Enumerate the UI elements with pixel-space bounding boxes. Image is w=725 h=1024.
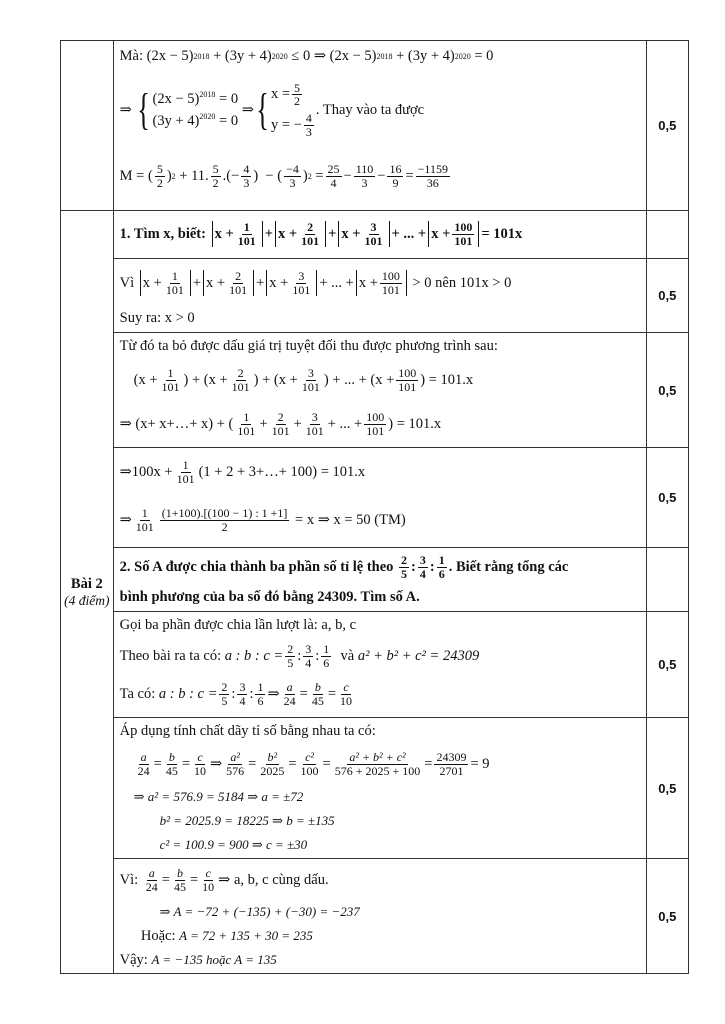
num: 16 <box>389 161 402 176</box>
num: a <box>140 749 147 764</box>
num: 100 <box>398 365 417 380</box>
num: b <box>168 749 175 764</box>
math: x = <box>270 86 291 103</box>
den: 10 <box>340 693 352 708</box>
math: ) + (x + <box>183 371 228 388</box>
abs <box>266 270 317 296</box>
den: 101 <box>135 519 154 534</box>
exp: 2018 <box>199 90 216 100</box>
system-1 <box>135 85 239 134</box>
p2-goi <box>120 614 640 636</box>
den: 24 <box>145 879 158 894</box>
p2-header-2 <box>120 586 640 608</box>
exp: 2020 <box>199 112 216 121</box>
num: 2 <box>277 409 284 424</box>
num: a² <box>230 749 240 764</box>
math: c² = 100.9 = 900 ⇒ c = ±30 <box>159 837 308 852</box>
math: : <box>429 558 435 575</box>
text: Suy ra: x > 0 <box>119 309 195 326</box>
exp: 2020 <box>454 51 471 61</box>
text: . Biết rằng tổng các <box>448 558 569 575</box>
text: Vì: <box>119 871 139 888</box>
p1-100x <box>120 450 640 494</box>
math: x + <box>341 225 361 242</box>
abs <box>338 221 389 247</box>
math: ) + ... + (x + <box>323 371 395 388</box>
den: 101 <box>454 233 473 248</box>
num: 1 <box>171 268 178 283</box>
exp: 2018 <box>376 51 393 61</box>
text: Mà: <box>119 47 143 64</box>
den: 101 <box>364 233 383 248</box>
math: x + <box>358 274 378 291</box>
num: 1 <box>243 219 250 234</box>
p1-eq2 <box>120 403 640 445</box>
score-cell: 0,5 <box>646 41 688 211</box>
num: c <box>197 749 203 764</box>
score-cell: 0,5 <box>646 259 688 333</box>
label-cell-empty <box>61 41 114 211</box>
math: + <box>259 415 268 432</box>
score-cell-empty <box>646 548 688 612</box>
num: b² <box>267 749 278 764</box>
math: + ... + <box>391 225 427 242</box>
num: 3 <box>298 268 305 283</box>
num: 25 <box>327 161 340 176</box>
p1-step3-cell <box>113 448 646 548</box>
p2-A1 <box>120 901 640 923</box>
math: + <box>396 47 405 64</box>
math: = <box>161 871 170 888</box>
den: 3 <box>361 175 368 190</box>
den: 5 <box>401 566 408 581</box>
den: 101 <box>398 379 417 394</box>
text: bình phương của ba số đó bằng 24309. Tìm số A. <box>119 588 420 605</box>
score-cell: 0,5 <box>646 718 688 859</box>
num: 2 <box>401 552 408 567</box>
arrow: ⇒ <box>210 755 223 772</box>
p1-step2-cell <box>113 333 646 448</box>
num: 1 <box>141 505 148 520</box>
den: 45 <box>165 763 178 778</box>
math: (3y + 4) <box>224 47 272 64</box>
math: = <box>315 167 324 184</box>
math: > 0 nên 101x > 0 <box>412 274 512 291</box>
p1-vi-line <box>120 261 640 305</box>
math: = <box>322 755 331 772</box>
den: 101 <box>381 282 400 297</box>
num: 1 <box>257 679 264 694</box>
p2-step1-cell <box>113 612 646 718</box>
text: Từ đó ta bỏ được dấu giá trị tuyệt đối thu được phương trình sau: <box>119 337 498 354</box>
label-cell-bai2 <box>61 211 114 974</box>
math: ⇒100x + <box>119 463 173 480</box>
math: (2x − 5) <box>146 47 194 64</box>
p2-ratio <box>120 744 640 784</box>
p2-step2-cell <box>113 718 646 859</box>
text: 1. Tìm x, biết: <box>119 225 206 242</box>
den: 2 <box>294 94 301 109</box>
den: 576 + 2025 + 100 <box>334 763 421 778</box>
p1-step1-cell <box>113 259 646 333</box>
line-system <box>120 71 640 149</box>
math: x + <box>206 274 226 291</box>
math: x + <box>269 274 289 291</box>
num: 4 <box>243 161 250 176</box>
num: 3 <box>311 409 318 424</box>
text: và <box>340 647 355 664</box>
math: = <box>189 871 199 888</box>
den: 10 <box>202 879 215 894</box>
text: Vì <box>119 274 135 291</box>
math: a : b : c = <box>224 647 284 664</box>
math: (2x − 5) <box>329 47 377 64</box>
text: Theo bài ra ta có: <box>119 647 222 664</box>
score-cell: 0,5 <box>646 333 688 448</box>
math: M = <box>119 167 145 184</box>
math: = <box>248 755 257 772</box>
num: 5 <box>212 161 219 176</box>
num: c <box>205 865 211 880</box>
den: 101 <box>229 282 248 297</box>
text: 2. Số A được chia thành ba phần số tỉ lệ theo <box>119 558 394 575</box>
bai-title: Bài 2 <box>70 575 103 592</box>
num: a <box>286 679 293 694</box>
den: 24 <box>137 763 150 778</box>
num: 3 <box>305 641 312 656</box>
num: c² <box>305 749 315 764</box>
den: 101 <box>176 471 195 486</box>
num: 1 <box>438 552 445 567</box>
p2-la <box>120 786 640 808</box>
p1-eq1 <box>120 359 640 401</box>
p2-apdung <box>120 720 640 742</box>
den: 100 <box>300 763 319 778</box>
math: = 0 <box>474 47 494 64</box>
text: Ta có: <box>119 685 156 702</box>
score-cell-empty <box>646 211 688 259</box>
den: 45 <box>311 693 324 708</box>
den: 24 <box>283 693 296 708</box>
den: 101 <box>301 233 320 248</box>
num: 3 <box>370 219 377 234</box>
math: = <box>405 167 414 184</box>
den: 45 <box>173 879 186 894</box>
score-cell: 0,5 <box>646 612 688 718</box>
system-2 <box>254 82 316 138</box>
math: = <box>424 755 433 772</box>
math: = <box>327 685 336 702</box>
num: (1+100).[(100 − 1) : 1 +1] <box>161 505 288 520</box>
num: 2 <box>287 641 294 656</box>
num: 3 <box>419 552 426 567</box>
math: = 0 <box>219 91 239 107</box>
math: = 9 <box>470 755 490 772</box>
math: = 0 <box>219 112 239 129</box>
num: 110 <box>355 161 374 176</box>
abs <box>140 270 191 296</box>
math: ⇒ (x+ x+…+ x) + ( <box>119 415 234 432</box>
math: + ... + <box>327 415 363 432</box>
den: 5 <box>221 693 228 708</box>
num: a² + b² + c² <box>349 749 406 764</box>
exp: 2018 <box>193 51 210 61</box>
num: 2 <box>307 219 314 234</box>
math: = <box>181 755 191 772</box>
p2-vi <box>120 861 640 899</box>
p2-A3 <box>120 949 640 971</box>
num: a <box>148 865 155 880</box>
p1-tudo <box>120 335 640 357</box>
den: 101 <box>292 282 311 297</box>
math: = <box>299 685 308 702</box>
math: (2x − 5) <box>152 91 200 107</box>
num: b <box>176 865 183 880</box>
den: 9 <box>392 175 399 190</box>
num: 24309 <box>436 749 467 764</box>
text: Vậy: <box>119 951 148 968</box>
den: 101 <box>237 423 256 438</box>
p2-lb <box>120 810 640 832</box>
den: 2 <box>156 175 163 190</box>
abs <box>275 221 326 247</box>
math: x + <box>431 225 451 242</box>
math: (3y + 4) <box>152 112 200 129</box>
den: 4 <box>239 693 246 708</box>
math: ⇒ a² = 576.9 = 5184 ⇒ a = ±72 <box>133 789 304 804</box>
exp: 2 <box>171 171 176 181</box>
den: 101 <box>231 379 250 394</box>
num: 3 <box>239 679 246 694</box>
arrow: ⇒ <box>267 685 280 702</box>
den: 2 <box>212 175 219 190</box>
den: 101 <box>301 379 320 394</box>
den: 4 <box>305 655 312 670</box>
den: 3 <box>305 124 312 139</box>
content-cell-row0 <box>113 41 646 211</box>
exp: 2 <box>307 171 312 181</box>
den: 4 <box>330 175 337 190</box>
math: A = −135 hoặc A = 135 <box>151 952 277 967</box>
math: a² + b² + c² = 24309 <box>357 647 480 664</box>
den: 6 <box>257 693 264 708</box>
num: c <box>343 679 349 694</box>
den: 6 <box>438 566 445 581</box>
score-cell: 0,5 <box>646 859 688 974</box>
num: 3 <box>307 365 314 380</box>
math: (x + <box>133 371 158 388</box>
num: 1 <box>323 641 330 656</box>
arrow: ⇒ <box>119 511 132 528</box>
num: 100 <box>381 268 400 283</box>
num: 2 <box>221 679 228 694</box>
text: ⇒ a, b, c cùng dấu. <box>218 871 329 888</box>
math: ⇒ A = −72 + (−135) + (−30) = −237 <box>159 904 360 919</box>
line-m: M = ( $\frac{5}{2}$ ) 2 + 11. $\frac{5}{2}$ .( − $\frac{4}{3}$ ) − ( $\frac{-4}{3}$ ) 2 = $\frac{25}{4}$ − $\frac{110}{3}$ − $\frac{16}{9}$ = $\frac{-1159}{36}$ <box>119 161 448 190</box>
den: 2025 <box>260 763 285 778</box>
den: 2 <box>221 519 228 534</box>
math: : <box>411 558 416 575</box>
math: = x ⇒ x = 50 (TM) <box>295 511 406 528</box>
den: 6 <box>323 655 330 670</box>
num: 4 <box>305 111 312 125</box>
p1-header <box>120 213 640 255</box>
math: (3y + 4) <box>407 47 455 64</box>
num: −1159 <box>417 161 448 176</box>
answer-table <box>60 40 689 974</box>
text: Áp dụng tính chất dãy tỉ số bằng nhau ta có: <box>119 722 376 739</box>
math: + <box>213 47 222 64</box>
math: x + <box>214 225 234 242</box>
den: 101 <box>161 379 180 394</box>
math: + <box>192 274 202 291</box>
p2-taco <box>120 676 640 712</box>
num: −4 <box>286 161 299 176</box>
math: x + <box>142 274 162 291</box>
bai-points: (4 điểm) <box>64 592 110 608</box>
den: 5 <box>287 655 294 670</box>
den: 101 <box>271 423 290 438</box>
text: Hoặc: <box>140 927 176 944</box>
den: 101 <box>305 423 324 438</box>
math: ≤ 0 ⇒ <box>291 47 326 64</box>
p1-final <box>120 496 640 544</box>
math: x + <box>278 225 298 242</box>
den: 3 <box>243 175 250 190</box>
p2-header-1 <box>120 550 640 584</box>
den: 101 <box>165 282 184 297</box>
num: 5 <box>156 161 163 176</box>
math: = <box>153 755 162 772</box>
math: : <box>315 647 320 664</box>
p2-step3-cell <box>113 859 646 974</box>
num: 1 <box>243 409 250 424</box>
den: 10 <box>194 763 207 778</box>
den: 3 <box>289 175 296 190</box>
abs <box>212 221 263 247</box>
math: a : b : c = <box>158 685 218 702</box>
num: 1 <box>167 365 174 380</box>
math: A = 72 + 135 + 30 = 235 <box>179 928 313 943</box>
text: . Thay vào ta được <box>315 101 425 118</box>
abs <box>356 270 407 296</box>
math: + 11. <box>179 167 209 184</box>
num: 100 <box>366 409 385 424</box>
p1-header-cell <box>113 211 646 259</box>
p2-header-cell <box>113 548 646 612</box>
math: − <box>231 167 240 184</box>
text: Gọi ba phần được chia lần lượt là: a, b, c <box>119 616 357 633</box>
brace-icon: { <box>137 85 151 134</box>
math: − <box>343 167 352 184</box>
math: + <box>256 274 265 291</box>
math: y = − <box>270 116 302 133</box>
num: 5 <box>294 80 301 95</box>
brace-icon: { <box>256 85 269 134</box>
exp: 2020 <box>271 51 288 61</box>
math: − <box>265 167 274 184</box>
math: : <box>249 685 254 702</box>
den: 4 <box>419 566 426 581</box>
den: 101 <box>366 423 385 438</box>
math: ) = 101.x <box>388 415 442 432</box>
num: 2 <box>237 365 244 380</box>
line-ma <box>120 43 640 69</box>
abs <box>203 270 254 296</box>
p2-A2 <box>120 925 640 947</box>
math: b² = 2025.9 = 18225 ⇒ b = ±135 <box>159 813 335 828</box>
p1-suyra <box>120 307 640 329</box>
math: + <box>293 415 302 432</box>
den: 101 <box>237 233 256 248</box>
arrow: ⇒ <box>241 101 254 118</box>
math: : <box>231 685 236 702</box>
score-cell: 0,5 <box>646 448 688 548</box>
math: + ... + <box>319 274 354 291</box>
abs <box>428 221 479 247</box>
num: 2 <box>235 268 242 283</box>
math: = 101x <box>481 225 523 242</box>
math: : <box>297 647 302 664</box>
math: ) + (x + <box>253 371 298 388</box>
den: 2701 <box>439 763 464 778</box>
arrow: ⇒ <box>119 101 132 118</box>
p2-theo <box>120 638 640 674</box>
math: + <box>328 225 337 242</box>
p2-lc <box>120 834 640 856</box>
num: 1 <box>182 457 189 472</box>
math: + <box>264 225 273 242</box>
num: 100 <box>454 219 473 234</box>
den: 36 <box>426 175 439 190</box>
den: 576 <box>226 763 245 778</box>
math: = <box>288 755 297 772</box>
math: (1 + 2 + 3+…+ 100) = 101.x <box>198 463 366 480</box>
math: − <box>377 167 386 184</box>
num: b <box>314 679 321 694</box>
math: ) = 101.x <box>420 371 474 388</box>
